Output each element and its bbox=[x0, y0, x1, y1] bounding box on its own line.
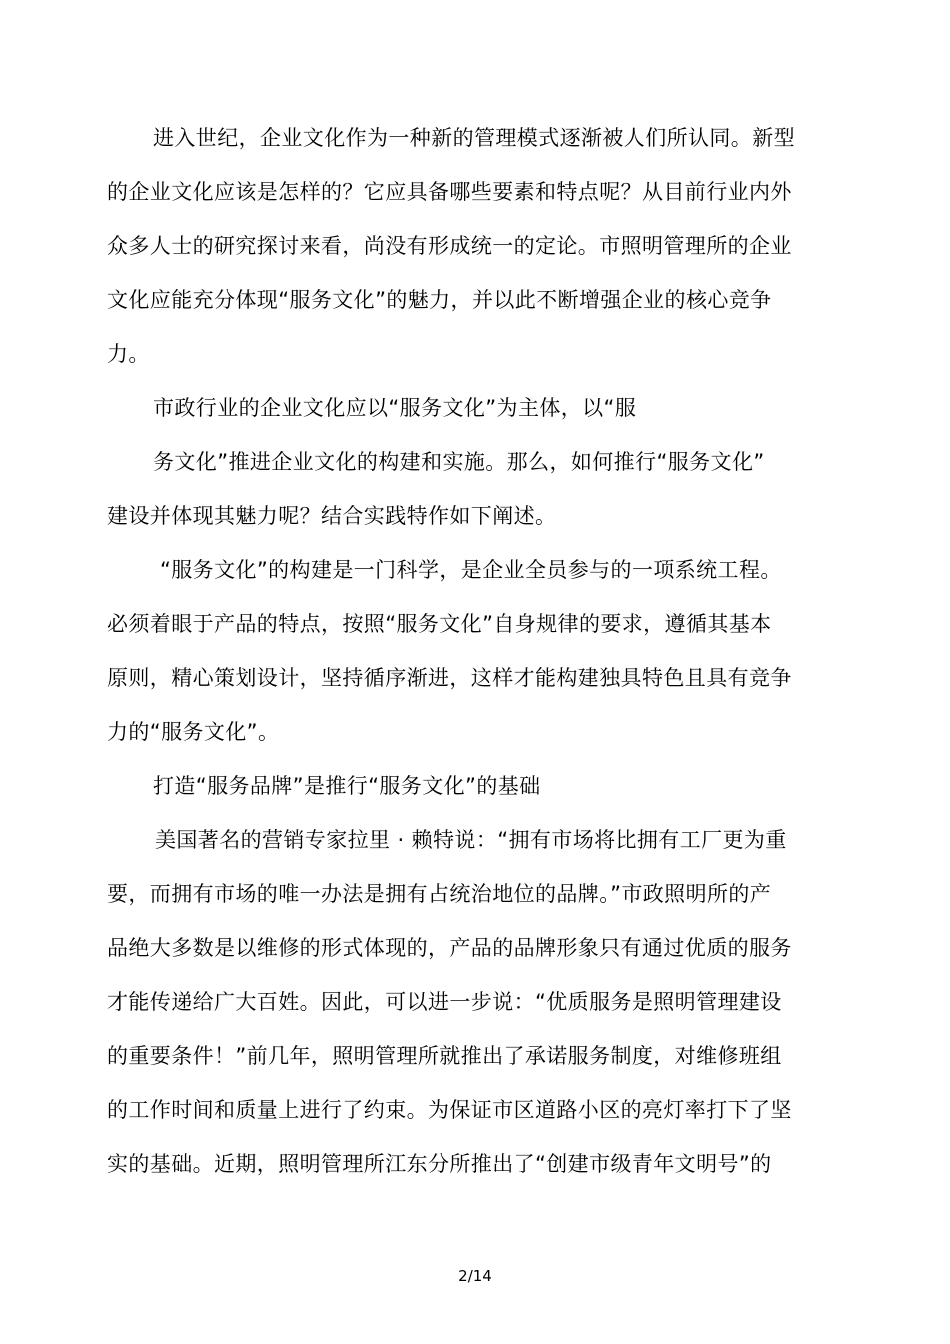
text-line: “服务文化”的构建是一门科学，是企业全员参与的一项系统工程。 bbox=[160, 558, 782, 582]
section-heading: 打造“服务品牌”是推行“服务文化”的基础 bbox=[153, 774, 541, 798]
text-line: 美国著名的营销专家拉里 · 赖特说：“拥有市场将比拥有工厂更为重 bbox=[155, 828, 787, 852]
text-line: 品绝大多数是以维修的形式体现的，产品的品牌形象只有通过优质的服务 bbox=[107, 936, 792, 960]
text-line: 进入世纪，企业文化作为一种新的管理模式逐渐被人们所认同。新型 bbox=[153, 126, 795, 150]
text-line: 建设并体现其魅力呢？结合实践特作如下阐述。 bbox=[107, 504, 557, 528]
text-line: 的重要条件！”前几年，照明管理所就推出了承诺服务制度，对维修班组 bbox=[107, 1044, 782, 1068]
text-line: 的工作时间和质量上进行了约束。为保证市区道路小区的亮灯率打下了坚 bbox=[107, 1098, 792, 1122]
text-line: 文化应能充分体现“服务文化”的魅力，并以此不断增强企业的核心竞争 bbox=[107, 288, 772, 312]
text-line: 务文化”推进企业文化的构建和实施。那么，如何推行“服务文化” bbox=[153, 450, 765, 474]
text-line: 力的“服务文化”。 bbox=[107, 720, 280, 744]
text-line: 要，而拥有市场的唯一办法是拥有占统治地位的品牌。”市政照明所的产 bbox=[107, 882, 772, 906]
text-line: 才能传递给广大百姓。因此，可以进一步说：“优质服务是照明管理建设 bbox=[107, 990, 782, 1014]
text-line: 市政行业的企业文化应以“服务文化”为主体，以“服 bbox=[153, 396, 637, 420]
text-line: 必须着眼于产品的特点，按照“服务文化”自身规律的要求，遵循其基本 bbox=[107, 612, 772, 636]
page-number: 2/14 bbox=[458, 1267, 492, 1285]
text-line: 众多人士的研究探讨来看，尚没有形成统一的定论。市照明管理所的企业 bbox=[107, 234, 792, 258]
text-line: 力。 bbox=[107, 342, 150, 366]
text-line: 实的基础。近期，照明管理所江东分所推出了“创建市级青年文明号”的 bbox=[107, 1152, 772, 1176]
text-line: 原则，精心策划设计，坚持循序渐进，这样才能构建独具特色且具有竞争 bbox=[107, 666, 792, 690]
text-line: 的企业文化应该是怎样的？它应具备哪些要素和特点呢？从目前行业内外 bbox=[107, 180, 792, 204]
